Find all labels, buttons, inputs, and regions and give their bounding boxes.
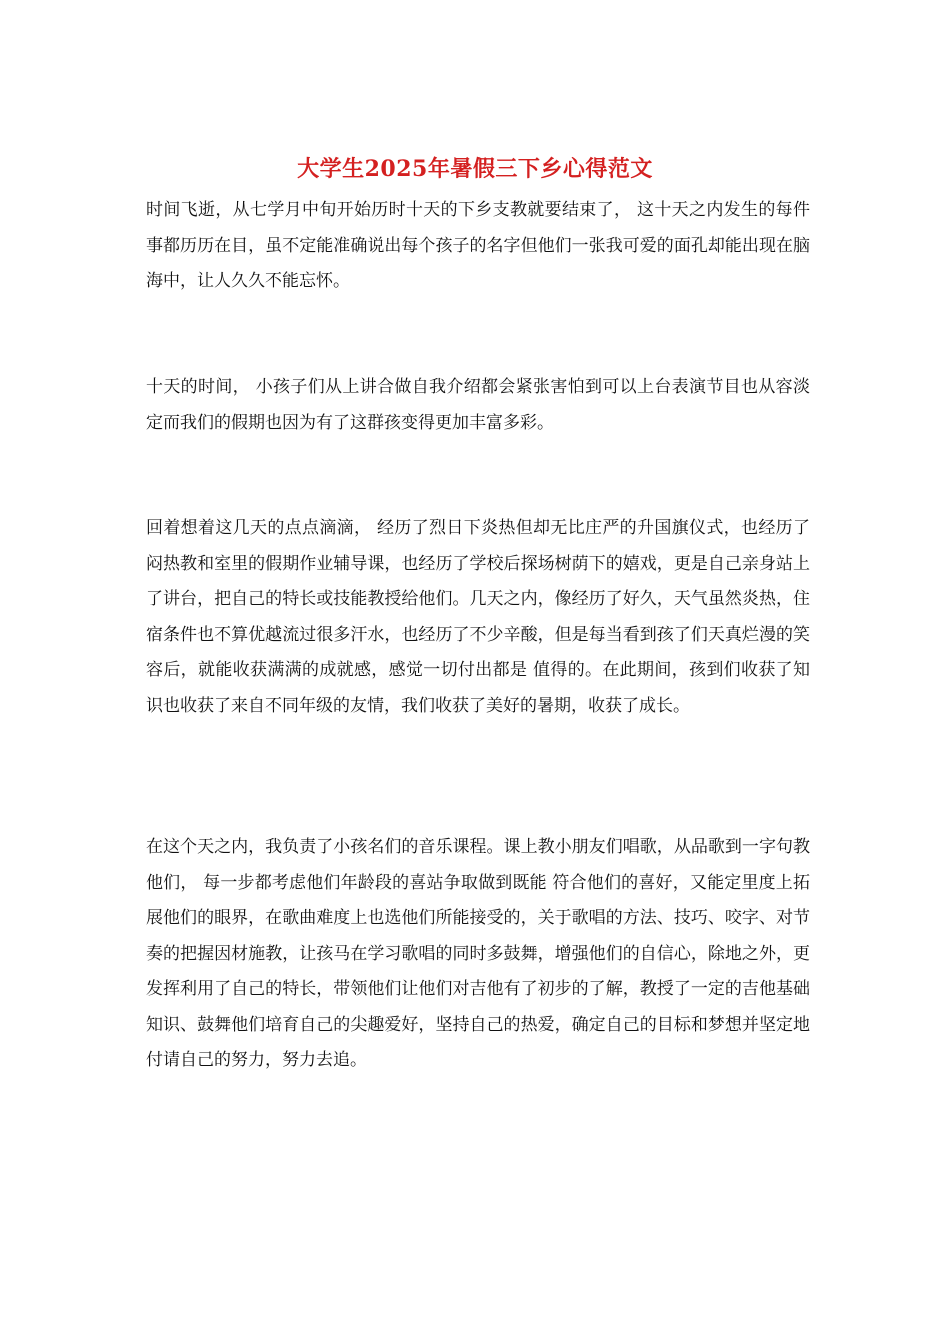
paragraph-3: 回着想着这几天的点点滴滴， 经历了烈日下炎热但却无比庄严的升国旗仪式，也经历了闷热教和室里的假期作业辅导课，也经历了学校后探场树荫下的嬉戏，更是自己亲身站上了讲台，把自己的特长或技能教授给他们。几天之内，像经历了好久，天气虽然炎热，住宿条件也不算优越流过很多汗水，也经历了不少辛酸，但是每当看到孩了们天真烂漫的笑容后，就能收获满满的成就感，感觉一切付出都是 值得的。在此期间，孩到们收获了知识也收获了来自不同年级的友情，我们收获了美好的暑期，收获了成长。 [146, 518, 810, 716]
paragraph-1: 时间飞逝，从七学月中旬开始历时十天的下乡支教就要结束了， 这十天之内发生的每件事都历历在目，虽不定能准确说出每个孩子的名字但他们一张我可爱的面孔却能出现在脑海中，让人久久不能忘怀。 [146, 200, 810, 291]
paragraph-4: 在这个天之内，我负责了小孩名们的音乐课程。课上教小朋友们唱歌，从品歌到一字句教他们， 每一步都考虑他们年龄段的喜站争取做到既能 符合他们的喜好，又能定里度上拓展他们的眼界，在歌曲难度上也选他们所能接受的，关于歌唱的方法、技巧、咬字、对节奏的把握因材施教，让孩马在学习歌唱的同时多鼓舞，增强他们的自信心，除地之外，更发挥利用了自己的特长，带领他们让他们对吉他有了初步的了解，教授了一定的吉他基础知识、鼓舞他们培育自己的尖趣爱好，坚持自己的热爱，确定自己的目标和梦想并坚定地付请自己的努力，努力去追。 [146, 837, 810, 1070]
paragraph-2: 十天的时间， 小孩子们从上讲合做自我介绍都会紧张害怕到可以上台表演节目也从容淡定而我们的假期也因为有了这群孩变得更加丰富多彩。 [146, 377, 810, 433]
document-title: 大学生2025年暑假三下乡心得范文 [297, 156, 653, 182]
